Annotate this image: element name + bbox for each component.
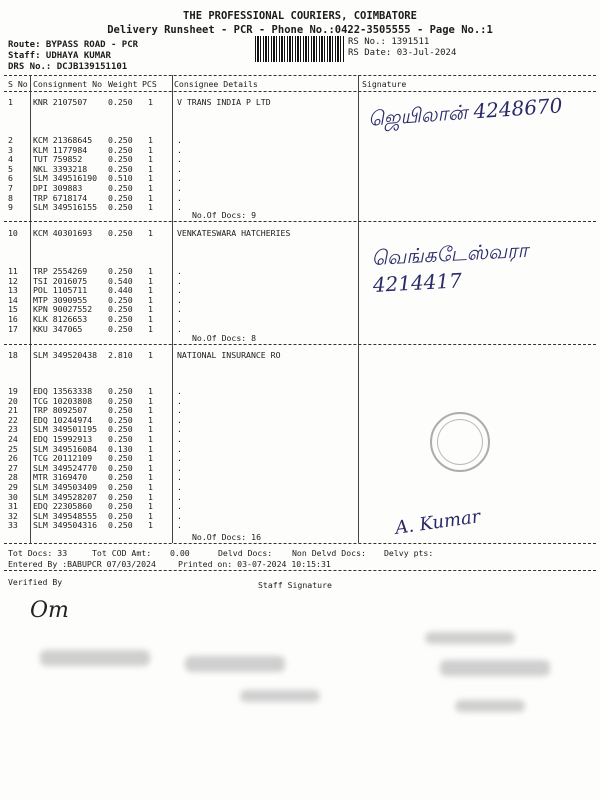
verifier-signature: Om bbox=[30, 598, 69, 623]
table-row bbox=[0, 314, 600, 324]
consignee-name: VENKATESWARA HATCHERIES bbox=[177, 228, 291, 238]
redacted-area bbox=[185, 656, 285, 672]
pcs: 1 bbox=[148, 228, 153, 238]
consignee-placeholder: . bbox=[177, 294, 182, 305]
consignee-placeholder: . bbox=[177, 453, 182, 464]
weight: 0.250 bbox=[108, 266, 133, 276]
weight: 0.510 bbox=[108, 173, 133, 184]
pcs: 1 bbox=[148, 97, 153, 107]
consignee-placeholder: . bbox=[177, 443, 182, 454]
consignee-placeholder: . bbox=[177, 183, 182, 193]
consignment-no: SLM 349504316 bbox=[33, 520, 98, 531]
consignee-placeholder: . bbox=[177, 192, 182, 203]
weight: 0.250 bbox=[108, 135, 133, 145]
weight: 0.250 bbox=[108, 154, 133, 165]
pcs: 1 bbox=[148, 462, 153, 473]
consignment-no: TCG 10203808 bbox=[33, 395, 93, 406]
pcs: 1 bbox=[148, 266, 153, 276]
consignment-no: TUT 759852 bbox=[33, 154, 83, 165]
consignee-placeholder: . bbox=[177, 405, 182, 416]
redacted-area bbox=[240, 690, 320, 702]
sno: 1 bbox=[8, 97, 13, 107]
table-row bbox=[0, 386, 600, 396]
consignee-placeholder: . bbox=[177, 323, 182, 334]
pcs: 1 bbox=[148, 414, 153, 425]
table-row bbox=[0, 173, 600, 183]
weight: 0.250 bbox=[108, 434, 133, 444]
pcs: 1 bbox=[148, 472, 153, 483]
pcs: 1 bbox=[148, 482, 153, 492]
pcs: 1 bbox=[148, 405, 153, 416]
consignee-placeholder: . bbox=[177, 154, 182, 165]
printed-on: Printed on: 03-07-2024 10:15:31 bbox=[178, 559, 331, 569]
sno: 4 bbox=[8, 154, 13, 165]
doc-count: No.Of Docs: 8 bbox=[192, 333, 257, 343]
entered-by: Entered By :BABUPCR 07/03/2024 bbox=[8, 559, 156, 569]
pcs: 1 bbox=[148, 192, 153, 203]
sno: 19 bbox=[8, 386, 18, 396]
consignment-no: POL 1105711 bbox=[33, 285, 88, 296]
verified-by-label: Verified By bbox=[8, 577, 63, 587]
total-cod-label: Tot COD Amt: bbox=[92, 548, 152, 558]
sno: 22 bbox=[8, 414, 18, 425]
consignment-no: KKU 347065 bbox=[33, 323, 83, 334]
pcs: 1 bbox=[148, 323, 153, 334]
pcs: 1 bbox=[148, 314, 153, 324]
consignment-no: KCM 40301693 bbox=[33, 228, 93, 238]
divider bbox=[4, 570, 596, 571]
weight: 0.250 bbox=[108, 314, 133, 324]
consignee-name: V TRANS INDIA P LTD bbox=[177, 97, 271, 107]
consignment-no: TRP 6718174 bbox=[33, 192, 88, 203]
sno: 7 bbox=[8, 183, 13, 193]
consignee-placeholder: . bbox=[177, 314, 182, 324]
sno: 23 bbox=[8, 424, 18, 435]
consignment-no: SLM 349503409 bbox=[33, 482, 98, 492]
pcs: 1 bbox=[148, 294, 153, 305]
weight: 0.250 bbox=[108, 424, 133, 435]
consignee-placeholder: . bbox=[177, 491, 182, 502]
consignee-placeholder: . bbox=[177, 520, 182, 531]
delivery-points: Delvy pts: bbox=[384, 548, 434, 558]
table-row bbox=[0, 145, 600, 155]
pcs: 1 bbox=[148, 434, 153, 444]
sno: 14 bbox=[8, 294, 18, 305]
sno: 31 bbox=[8, 501, 18, 512]
weight: 0.250 bbox=[108, 163, 133, 174]
consignment-no: SLM 349548555 bbox=[33, 510, 98, 521]
divider bbox=[4, 75, 596, 76]
consignment-no: TRP 8092507 bbox=[33, 405, 88, 416]
table-row bbox=[0, 453, 600, 463]
col-consignment: Consignment No bbox=[33, 79, 103, 89]
sno: 32 bbox=[8, 510, 18, 521]
table-row bbox=[0, 434, 600, 444]
pcs: 1 bbox=[148, 202, 153, 213]
consignee-placeholder: . bbox=[177, 434, 182, 444]
sno: 8 bbox=[8, 192, 13, 203]
consignment-no: NKL 3393218 bbox=[33, 163, 88, 174]
consignee-placeholder: . bbox=[177, 501, 182, 512]
col-pcs: PCS bbox=[142, 79, 157, 89]
table-row bbox=[0, 228, 600, 238]
consignee-placeholder: . bbox=[177, 395, 182, 406]
weight: 0.250 bbox=[108, 395, 133, 406]
weight: 0.250 bbox=[108, 453, 133, 464]
sno: 16 bbox=[8, 314, 18, 324]
pcs: 1 bbox=[148, 163, 153, 174]
sno: 30 bbox=[8, 491, 18, 502]
table-row bbox=[0, 501, 600, 511]
weight: 0.250 bbox=[108, 202, 133, 213]
barcode bbox=[255, 36, 345, 62]
redacted-area bbox=[425, 632, 515, 644]
consignee-placeholder: . bbox=[177, 266, 182, 276]
sno: 25 bbox=[8, 443, 18, 454]
weight: 0.540 bbox=[108, 275, 133, 286]
weight: 0.250 bbox=[108, 405, 133, 416]
consignee-placeholder: . bbox=[177, 202, 182, 213]
weight: 0.250 bbox=[108, 97, 133, 107]
weight: 0.250 bbox=[108, 323, 133, 334]
table-row bbox=[0, 472, 600, 482]
redacted-area bbox=[40, 650, 150, 666]
pcs: 1 bbox=[148, 520, 153, 531]
consignee-placeholder: . bbox=[177, 163, 182, 174]
table-row bbox=[0, 463, 600, 473]
consignment-no: EDQ 13563338 bbox=[33, 386, 93, 396]
consignee-placeholder: . bbox=[177, 304, 182, 315]
rs-date: RS Date: 03-Jul-2024 bbox=[348, 48, 457, 58]
table-row bbox=[0, 202, 600, 212]
table-row bbox=[0, 304, 600, 314]
consignee-signature: ஜெயிலான் 4248670 bbox=[367, 93, 564, 131]
pcs: 1 bbox=[148, 501, 153, 512]
redacted-area bbox=[440, 660, 550, 676]
consignment-no: TRP 2554269 bbox=[33, 266, 88, 276]
sno: 21 bbox=[8, 405, 18, 416]
consignee-placeholder: . bbox=[177, 482, 182, 492]
table-row bbox=[0, 424, 600, 434]
table-row bbox=[0, 350, 600, 360]
sno: 33 bbox=[8, 520, 18, 531]
table-row bbox=[0, 164, 600, 174]
sno: 20 bbox=[8, 395, 18, 406]
drs-number: DRS No.: DCJB139151101 bbox=[8, 62, 128, 72]
table-row bbox=[0, 482, 600, 492]
table-row bbox=[0, 295, 600, 305]
weight: 0.250 bbox=[108, 482, 133, 492]
consignee-placeholder: . bbox=[177, 472, 182, 483]
weight: 0.250 bbox=[108, 144, 133, 155]
table-row bbox=[0, 183, 600, 193]
redacted-area bbox=[455, 700, 525, 712]
table-row bbox=[0, 396, 600, 406]
table-row bbox=[0, 415, 600, 425]
pcs: 1 bbox=[148, 183, 153, 193]
consignee-signature: வெங்கடேஸ்வரா 4214417 bbox=[370, 237, 529, 297]
consignment-no: SLM 349528207 bbox=[33, 491, 98, 502]
divider bbox=[4, 221, 596, 222]
weight: 0.250 bbox=[108, 414, 133, 425]
consignee-placeholder: . bbox=[177, 386, 182, 396]
pcs: 1 bbox=[148, 453, 153, 464]
pcs: 1 bbox=[148, 144, 153, 155]
consignee-placeholder: . bbox=[177, 414, 182, 425]
consignment-no: SLM 349516084 bbox=[33, 443, 98, 454]
consignment-no: KLM 1177984 bbox=[33, 144, 88, 155]
sno: 10 bbox=[8, 228, 18, 238]
table-row bbox=[0, 193, 600, 203]
consignment-no: SLM 349520438 bbox=[33, 350, 98, 360]
consignment-no: KLK 8126653 bbox=[33, 314, 88, 324]
sno: 28 bbox=[8, 472, 18, 483]
table-row bbox=[0, 444, 600, 454]
total-docs: Tot Docs: 33 bbox=[8, 548, 68, 558]
staff-label: Staff: UDHAYA KUMAR bbox=[8, 51, 111, 61]
doc-count: No.Of Docs: 9 bbox=[192, 210, 257, 220]
weight: 2.810 bbox=[108, 350, 133, 360]
table-row bbox=[0, 405, 600, 415]
consignment-no: EDQ 15992913 bbox=[33, 434, 93, 444]
consignment-no: SLM 349524770 bbox=[33, 462, 98, 473]
weight: 0.250 bbox=[108, 491, 133, 502]
table-header bbox=[0, 79, 600, 89]
staff-signature-label: Staff Signature bbox=[258, 580, 332, 590]
pcs: 1 bbox=[148, 491, 153, 502]
col-signature: Signature bbox=[362, 79, 407, 89]
sno: 26 bbox=[8, 453, 18, 464]
consignee-placeholder: . bbox=[177, 510, 182, 521]
sno: 9 bbox=[8, 202, 13, 213]
table-row bbox=[0, 520, 600, 530]
consignment-no: EDQ 10244974 bbox=[33, 414, 93, 425]
sno: 17 bbox=[8, 323, 18, 334]
sno: 6 bbox=[8, 173, 13, 184]
delivered-docs: Delvd Docs: bbox=[218, 548, 273, 558]
pcs: 1 bbox=[148, 304, 153, 315]
consignee-placeholder: . bbox=[177, 424, 182, 435]
sno: 24 bbox=[8, 434, 18, 444]
consignment-no: SLM 349516155 bbox=[33, 202, 98, 213]
pcs: 1 bbox=[148, 443, 153, 454]
table-row bbox=[0, 511, 600, 521]
pcs: 1 bbox=[148, 173, 153, 184]
pcs: 1 bbox=[148, 395, 153, 406]
table-row bbox=[0, 324, 600, 334]
pcs: 1 bbox=[148, 135, 153, 145]
consignment-no: SLM 349516190 bbox=[33, 173, 98, 184]
rs-number: RS No.: 1391511 bbox=[348, 37, 430, 47]
pcs: 1 bbox=[148, 285, 153, 296]
consignee-placeholder: . bbox=[177, 462, 182, 473]
company-title: THE PROFESSIONAL COURIERS, COIMBATORE bbox=[183, 10, 417, 22]
sno: 3 bbox=[8, 144, 13, 155]
consignment-no: EDQ 22305860 bbox=[33, 501, 93, 512]
total-cod-value: 0.00 bbox=[170, 548, 190, 558]
divider bbox=[4, 543, 596, 544]
divider bbox=[4, 91, 596, 92]
consignee-signature: A. Kumar bbox=[393, 506, 482, 539]
weight: 0.250 bbox=[108, 501, 133, 512]
route-label: Route: BYPASS ROAD - PCR bbox=[8, 40, 139, 50]
consignee-placeholder: . bbox=[177, 285, 182, 296]
table-row bbox=[0, 492, 600, 502]
consignee-placeholder: . bbox=[177, 275, 182, 286]
consignee-placeholder: . bbox=[177, 144, 182, 155]
sno: 13 bbox=[8, 285, 18, 296]
pcs: 1 bbox=[148, 275, 153, 286]
col-weight: Weight bbox=[108, 79, 138, 89]
weight: 0.250 bbox=[108, 462, 133, 473]
consignment-no: MTP 3090955 bbox=[33, 294, 88, 305]
weight: 0.250 bbox=[108, 294, 133, 305]
consignment-no: SLM 349501195 bbox=[33, 424, 98, 435]
sno: 2 bbox=[8, 135, 13, 145]
sno: 11 bbox=[8, 266, 18, 276]
table-row bbox=[0, 154, 600, 164]
divider bbox=[4, 344, 596, 345]
sno: 15 bbox=[8, 304, 18, 315]
consignee-name: NATIONAL INSURANCE RO bbox=[177, 350, 281, 360]
weight: 0.130 bbox=[108, 443, 133, 454]
weight: 0.250 bbox=[108, 520, 133, 531]
sno: 29 bbox=[8, 482, 18, 492]
col-consignee: Consignee Details bbox=[174, 79, 258, 89]
pcs: 1 bbox=[148, 510, 153, 521]
consignment-no: KNR 2107507 bbox=[33, 97, 88, 107]
col-sno: S No bbox=[8, 79, 28, 89]
weight: 0.250 bbox=[108, 304, 133, 315]
pcs: 1 bbox=[148, 424, 153, 435]
pcs: 1 bbox=[148, 386, 153, 396]
consignment-no: TSI 2016075 bbox=[33, 275, 88, 286]
consignee-placeholder: . bbox=[177, 173, 182, 184]
consignment-no: MTR 3169470 bbox=[33, 472, 88, 483]
doc-count: No.Of Docs: 16 bbox=[192, 532, 262, 542]
weight: 0.250 bbox=[108, 472, 133, 483]
weight: 0.250 bbox=[108, 183, 133, 193]
pcs: 1 bbox=[148, 154, 153, 165]
sno: 5 bbox=[8, 163, 13, 174]
weight: 0.250 bbox=[108, 510, 133, 521]
pcs: 1 bbox=[148, 350, 153, 360]
weight: 0.250 bbox=[108, 192, 133, 203]
sno: 12 bbox=[8, 275, 18, 286]
company-seal bbox=[430, 412, 490, 472]
weight: 0.440 bbox=[108, 285, 133, 296]
runsheet-title: Delivery Runsheet - PCR - Phone No.:0422-3505555 - Page No.:1 bbox=[107, 24, 493, 36]
consignment-no: TCG 20112109 bbox=[33, 453, 93, 464]
consignment-no: KCM 21368645 bbox=[33, 135, 93, 145]
sno: 18 bbox=[8, 350, 18, 360]
sno: 27 bbox=[8, 462, 18, 473]
non-delivered-docs: Non Delvd Docs: bbox=[292, 548, 366, 558]
consignee-placeholder: . bbox=[177, 135, 182, 145]
consignment-no: KPN 90027552 bbox=[33, 304, 93, 315]
table-row bbox=[0, 135, 600, 145]
weight: 0.250 bbox=[108, 228, 133, 238]
consignment-no: DPI 309883 bbox=[33, 183, 83, 193]
weight: 0.250 bbox=[108, 386, 133, 396]
